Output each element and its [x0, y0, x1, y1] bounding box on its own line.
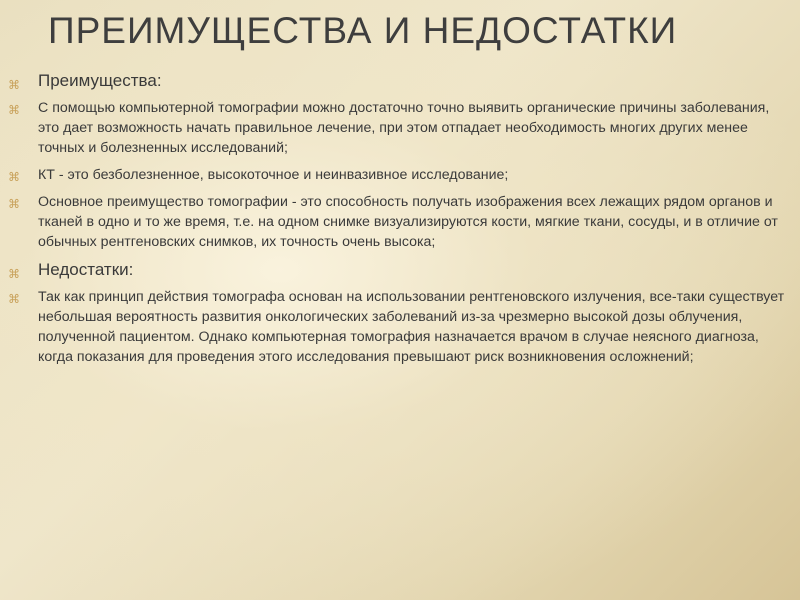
list-item: [8, 192, 788, 252]
slide-title: ПРЕИМУЩЕСТВА И НЕДОСТАТКИ: [48, 10, 678, 51]
bullet-text: С помощью компьютерной томографии можно достаточно точно выявить органические причины заболевания, это дает возможность начать правильное лечение, при этом отпадает необходимость многих других менее точных и болезненных исследований;: [38, 100, 770, 156]
list-item: [8, 98, 788, 158]
bullet-marker-icon: ⌘: [8, 78, 20, 92]
bullet-text: Недостатки:: [38, 260, 134, 279]
bullet-list: [8, 70, 788, 374]
bullet-marker-icon: ⌘: [8, 103, 20, 117]
bullet-marker-icon: ⌘: [8, 292, 20, 306]
bullet-text: Так как принцип действия томографа основан на использовании рентгеновского излучения, все-таки существует небольшая вероятность развития онкологических заболеваний из-за чрезмерно высокой дозы облучения, полученной пациентом. Однако компьютерная томография назначается врачом в случае неясного диагноза, когда показания для проведения этого исследования превышают риск возникновения осложнений;: [38, 289, 785, 365]
bullet-marker-icon: ⌘: [8, 197, 20, 211]
bullet-text: Преимущества:: [38, 71, 162, 90]
list-item: [8, 165, 788, 185]
bullet-text: КТ - это безболезненное, высокоточное и неинвазивное исследование;: [38, 167, 509, 183]
bullet-marker-icon: ⌘: [8, 267, 20, 281]
section-heading-advantages: [8, 70, 788, 92]
bullet-text: Основное преимущество томографии - это способность получать изображения всех лежащих рядом органов и тканей в одно и то же время, т.е. на одном снимке визуализируются кости, мягкие ткани, сосуды, и в отличие от обычных рентгеновских снимков, их точность очень высока;: [38, 194, 778, 250]
bullet-marker-icon: ⌘: [8, 170, 20, 184]
list-item: [8, 287, 788, 367]
section-heading-disadvantages: [8, 259, 788, 281]
